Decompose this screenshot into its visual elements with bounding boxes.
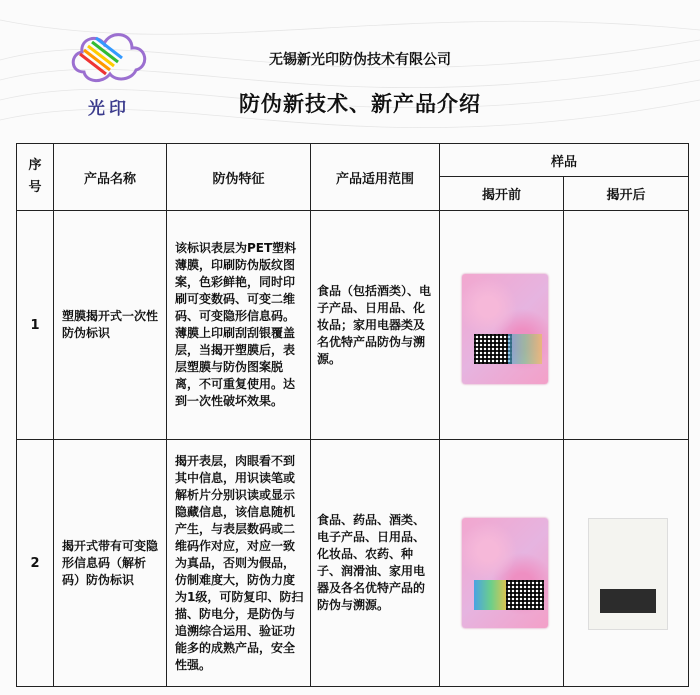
row-product-name: 塑膜揭开式一次性防伪标识: [54, 211, 167, 440]
logo-text: 光印: [88, 99, 130, 119]
row-scope: 食品（包括酒类）、电子产品、日用品、化妆品；家用电器类及名优特产品防伪与溯源。: [311, 211, 440, 440]
product-table: [16, 143, 689, 687]
sample-after-cell: [564, 211, 689, 440]
sample-after-cell: [564, 440, 689, 687]
header-sample: 样品: [440, 144, 689, 177]
row-seq: 1: [17, 211, 54, 440]
header-feature: 防伪特征: [167, 144, 311, 211]
row-seq: 2: [17, 440, 54, 687]
header-after: 揭开后: [564, 177, 689, 211]
row-product-name: 揭开式带有可变隐形信息码（解析码）防伪标识: [54, 440, 167, 687]
sample-before-cell: [440, 440, 564, 687]
header-seq: [17, 144, 54, 211]
sample-before-cell: [440, 211, 564, 440]
qr-color-block: [508, 334, 542, 364]
qr-code-icon: [474, 334, 512, 364]
table-row: [17, 440, 689, 687]
row-scope: 食品、药品、酒类、电子产品、日用品、化妆品、农药、种子、润滑油、家用电器及各名优特产品的防伪与溯源。: [311, 440, 440, 687]
peeled-label-image: [588, 518, 668, 630]
cloud-logo-icon: [66, 24, 152, 94]
header-scope: 产品适用范围: [311, 144, 440, 211]
company-logo: [66, 24, 152, 124]
sample-label-image: [462, 274, 548, 384]
company-name: 无锡新光印防伪技术有限公司: [269, 52, 451, 68]
row-feature: 该标识表层为PET塑料薄膜，印刷防伪版纹图案，色彩鲜艳，同时印刷可变数码、可变二维码、可变隐形信息码。薄膜上印刷刮刮银覆盖层，当揭开塑膜后，表层塑膜与防伪图案脱离，不可重复使用。达到一次性破坏效果。: [167, 211, 311, 440]
row-feature: 揭开表层，肉眼看不到其中信息，用识读笔或解析片分别识读或显示隐藏信息，该信息随机产生，与表层数码或二维码作对应，对应一致为真品，否则为假品，仿制难度大，防伪力度为1级，可防复印、防扫描、防电分，是防伪与追溯综合运用、验证功能多的成熟产品，安全性强。: [167, 440, 311, 687]
hidden-code-patch: [600, 589, 656, 613]
page-title: 防伪新技术、新产品介绍: [239, 92, 481, 116]
header-seq-text: 序号: [28, 158, 42, 195]
qr-code-icon: [506, 580, 544, 610]
header-name: 产品名称: [54, 144, 167, 211]
header-before: 揭开前: [440, 177, 564, 211]
table-row: [17, 211, 689, 440]
qr-color-block: [474, 580, 508, 610]
sample-label-image: [462, 518, 548, 628]
